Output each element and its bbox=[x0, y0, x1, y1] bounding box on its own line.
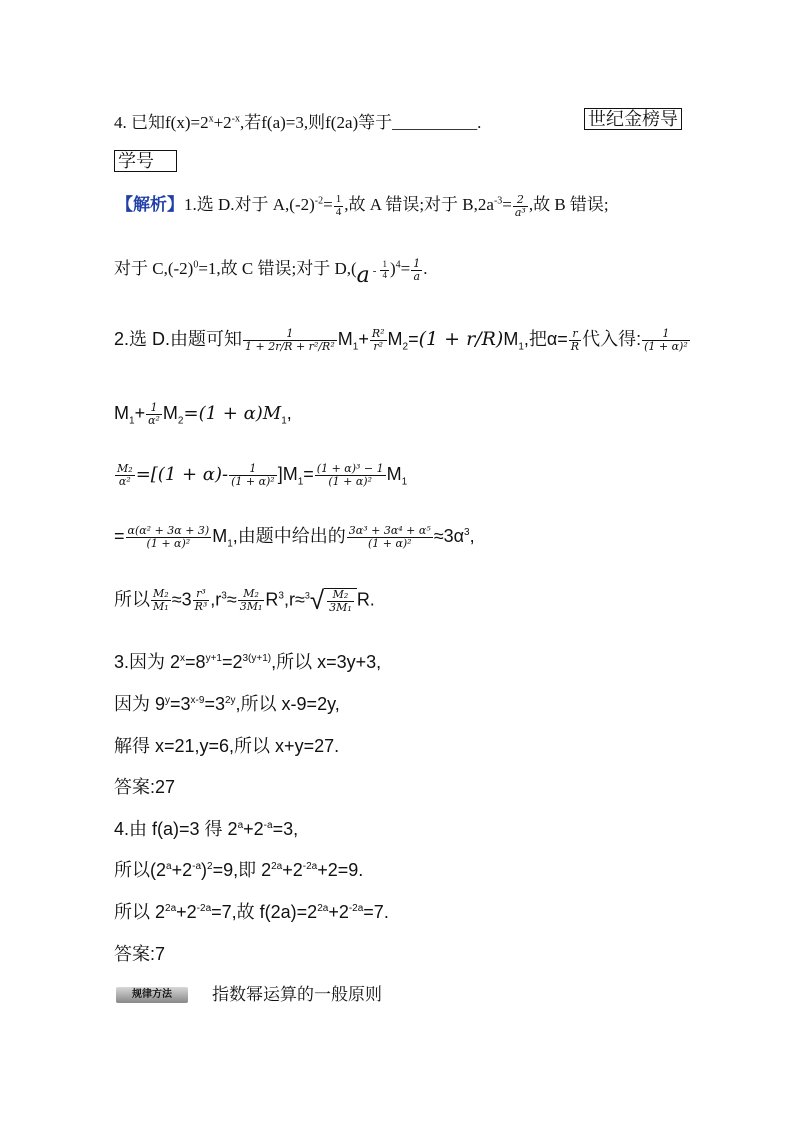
solution-3-line-1: 3.因为 $2^x=8^{y+1}=2^{3(y+1)}$,所以 x=3y+3, bbox=[114, 652, 382, 672]
answer-3: 答案:27 bbox=[114, 777, 176, 797]
solution-4-line-1: 4.由 f(a)=3 得 $2^a+2^{-a}=3$, bbox=[114, 819, 299, 839]
answer-4: 答案:7 bbox=[114, 944, 166, 964]
fraction: $\frac{\text{M₂}}{\text{M₁}}$ bbox=[153, 587, 169, 613]
fraction: $\frac{r}{R}$ bbox=[570, 327, 580, 353]
solution-2-line-1: 2.选 D.由题可知 $\frac{1}{\text{1 + 2r/R + r²/R²}}$ $M_1+$ $\frac{\text{R²}}{\text{r²}}$ $M_2=(1 + r/R)M_1$,把α= $\frac{r}{R}$ 代入得: $\frac{1}{\text{(1 + α)²}}$ bbox=[114, 327, 688, 353]
analysis-line-1: 【解析】1.选 D.对于 $A,(-2)^{-2}=$ $\frac{1}{4}$ ,故 A 错误;对于 $B,2a^{-3}=$ $\frac{2}{\text{a³}}$ ,故 B 错误; bbox=[116, 193, 609, 219]
fraction: $\frac{\text{3α³ + 3α⁴ + α⁵}}{\text{(1 + α)²}}$ bbox=[348, 524, 431, 550]
fraction: $\frac{2}{\text{a³}}$ bbox=[514, 193, 526, 219]
analysis-line-2: 对于 $C,(-2)^0=1$,故 C 错误;对于 D,(a - $\frac{1}{4}$ )$^4$= $\frac{1}{a}$ . bbox=[114, 257, 428, 288]
fraction: $\frac{\text{(1 + α)³ − 1}}{\text{(1 + α)²}}$ bbox=[316, 462, 384, 488]
fraction: $\frac{\text{M₂}}{\text{3M₁}}$ bbox=[329, 587, 352, 614]
radical-sign-icon: √ bbox=[309, 585, 325, 615]
fraction: $\frac{\text{r³}}{\text{R³}}$ bbox=[194, 587, 208, 613]
solution-4-line-3: 所以 $2^{2a}+2^{-2a}=7$,故 $f(2a)=2^{2a}+2^{-2a}=7$. bbox=[114, 902, 389, 922]
fraction: $\frac{1}{\text{1 + 2r/R + r²/R²}}$ bbox=[245, 327, 335, 353]
reference-box-2: 学号 bbox=[114, 147, 177, 173]
fraction: $\frac{1}{\text{(1 + α)²}}$ bbox=[231, 462, 275, 488]
question-4: 4. 已知$f(x)=2^x+2^{-x}$,若f(a)=3,则f(2a)等于__________. bbox=[114, 113, 482, 132]
method-tag: 规律方法 bbox=[116, 987, 188, 1003]
cube-root: $^3$√ $\frac{\text{M₂}}{\text{3M₁}}$ bbox=[305, 585, 357, 616]
fraction: $\frac{\text{α(α² + 3α + 3)}}{\text{(1 + α)²}}$ bbox=[127, 524, 210, 550]
method-header: 规律方法 指数幂运算的一般原则 bbox=[116, 980, 382, 1005]
solution-2-line-5: 所以 $\frac{\text{M₂}}{\text{M₁}}$ ≈3 $\frac{\text{r³}}{\text{R³}}$ $,r^3\approx$ $\frac{\text{M₂}}{\text{3M₁}}$ $R^3,r\approx^3√$ $\frac{\text{M₂}}{\text{3M₁}}$ R. bbox=[114, 585, 375, 615]
solution-3-line-2: 因为 $9^y=3^{x-9}=3^{2y}$,所以 x-9=2y, bbox=[114, 694, 340, 714]
solution-2-line-3: $\frac{\text{M₂}}{\text{α²}}$ =[(1 + α)- $\frac{1}{\text{(1 + α)²}}$ ]$M_1=$ $\frac{\text{(1 + α)³ − 1}}{\text{(1 + α)²}}$ $M_1$ bbox=[117, 462, 408, 488]
solution-2-line-2: $M_1+$ $\frac{1}{\text{α²}}$ $M_2=(1 + \alpha)M_1$, bbox=[114, 401, 292, 427]
fraction: $\frac{\text{M₂}}{\text{α²}}$ bbox=[117, 462, 133, 488]
fraction: $\frac{\text{M₂}}{\text{3M₁}}$ bbox=[239, 587, 263, 613]
fraction: $\frac{1}{\text{α²}}$ bbox=[148, 401, 160, 427]
solution-4-line-2: 所以$(2^a+2^{-a})^2=9$,即 $2^{2a}+2^{-2a}+2=9$. bbox=[114, 860, 364, 880]
fraction: $\frac{1}{a}$ bbox=[413, 257, 421, 283]
reference-box-1: 世纪金榜导 bbox=[584, 105, 682, 131]
fraction: $\frac{1}{\text{(1 + α)²}}$ bbox=[644, 327, 688, 353]
fraction: $\frac{1}{4}$ bbox=[382, 259, 387, 280]
fraction: $\frac{\text{R²}}{\text{r²}}$ bbox=[371, 327, 385, 353]
solution-3-line-3: 解得 x=21,y=6,所以 x+y=27. bbox=[114, 736, 340, 756]
fraction: $\frac{1}{4}$ bbox=[335, 193, 342, 218]
solution-2-line-4: = $\frac{\text{α(α² + 3α + 3)}}{\text{(1 + α)²}}$ $M_1$,由题中给出的 $\frac{\text{3α³ + 3α⁴ + α⁵}}{\text{(1 + α)²}}$ $\approx 3\alpha^3$, bbox=[114, 524, 475, 550]
